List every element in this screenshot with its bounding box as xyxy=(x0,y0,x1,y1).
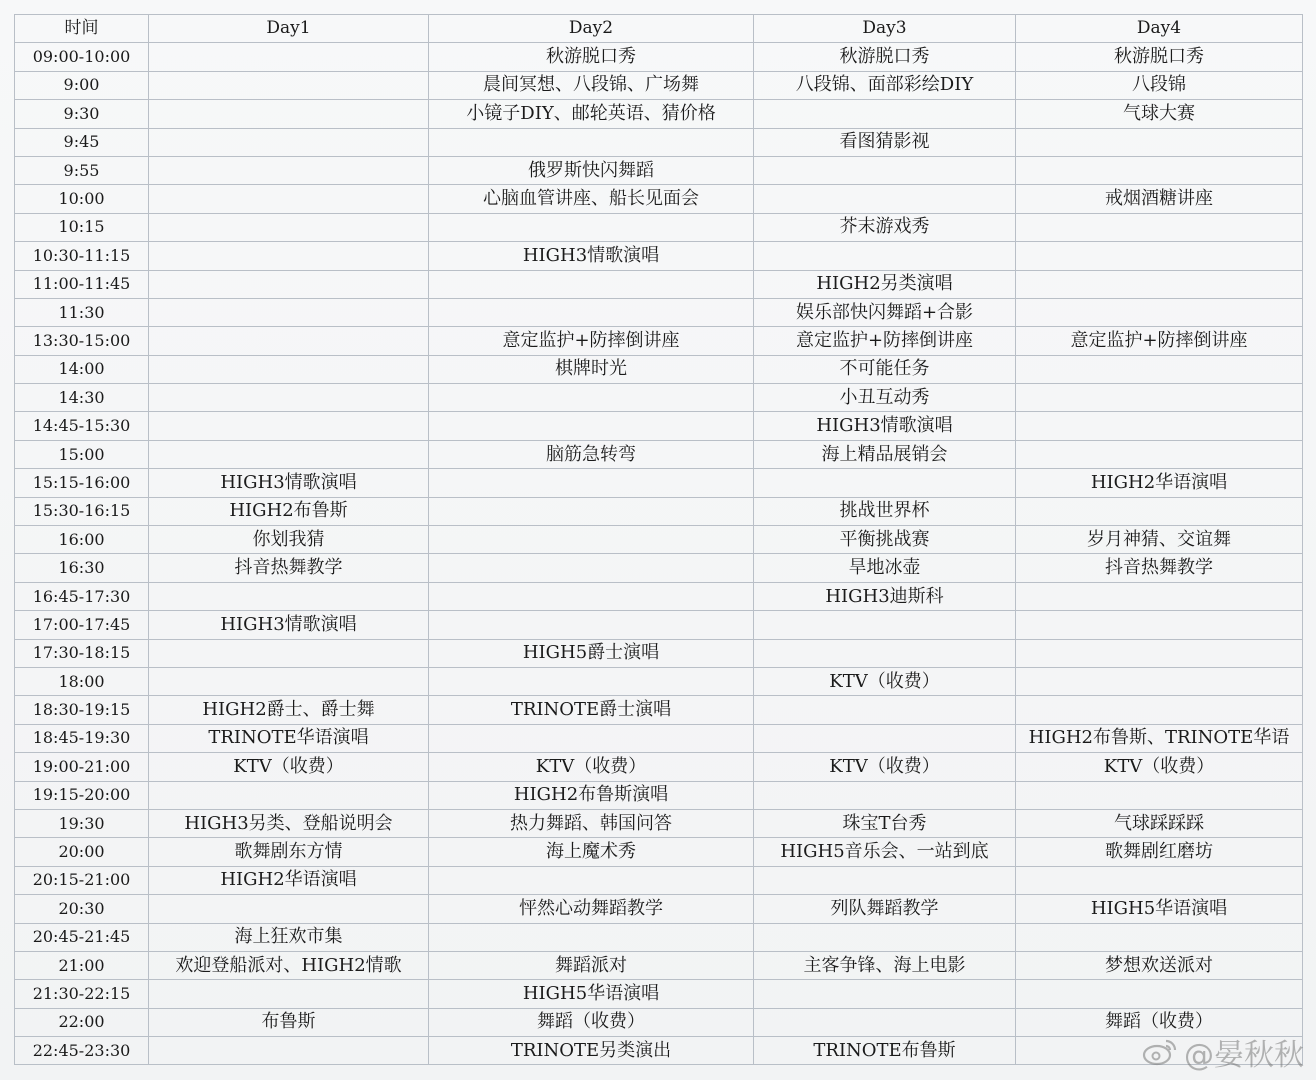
day1-cell: HIGH3情歌演唱 xyxy=(149,611,429,639)
time-cell: 11:00-11:45 xyxy=(15,270,149,298)
day3-cell xyxy=(754,781,1016,809)
time-cell: 20:45-21:45 xyxy=(15,923,149,951)
day4-cell: HIGH5华语演唱 xyxy=(1016,895,1303,923)
day2-cell xyxy=(429,923,754,951)
time-cell: 14:30 xyxy=(15,384,149,412)
day3-cell xyxy=(754,1008,1016,1036)
day4-cell xyxy=(1016,866,1303,894)
column-header-day2: Day2 xyxy=(429,15,754,43)
time-cell: 13:30-15:00 xyxy=(15,327,149,355)
day3-cell: KTV（收费） xyxy=(754,753,1016,781)
time-cell: 19:30 xyxy=(15,809,149,837)
day2-cell: 心脑血管讲座、船长见面会 xyxy=(429,185,754,213)
table-row xyxy=(15,951,1303,979)
day2-cell xyxy=(429,270,754,298)
day1-cell xyxy=(149,100,429,128)
day3-cell xyxy=(754,469,1016,497)
day2-cell xyxy=(429,582,754,610)
day2-cell: TRINOTE爵士演唱 xyxy=(429,696,754,724)
day3-cell: HIGH2另类演唱 xyxy=(754,270,1016,298)
table-row xyxy=(15,582,1303,610)
day2-cell: HIGH3情歌演唱 xyxy=(429,242,754,270)
day4-cell xyxy=(1016,923,1303,951)
day1-cell: 布鲁斯 xyxy=(149,1008,429,1036)
day2-cell xyxy=(429,384,754,412)
day4-cell xyxy=(1016,412,1303,440)
table-row xyxy=(15,526,1303,554)
table-row xyxy=(15,440,1303,468)
day2-cell xyxy=(429,412,754,440)
table-row xyxy=(15,895,1303,923)
column-header-day4: Day4 xyxy=(1016,15,1303,43)
day4-cell xyxy=(1016,128,1303,156)
day2-cell xyxy=(429,724,754,752)
table-row xyxy=(15,242,1303,270)
day4-cell xyxy=(1016,384,1303,412)
time-cell: 15:30-16:15 xyxy=(15,497,149,525)
day4-cell xyxy=(1016,611,1303,639)
day1-cell: HIGH2爵士、爵士舞 xyxy=(149,696,429,724)
day3-cell xyxy=(754,242,1016,270)
table-row xyxy=(15,809,1303,837)
day1-cell xyxy=(149,71,429,99)
day3-cell xyxy=(754,923,1016,951)
day1-cell: HIGH3另类、登船说明会 xyxy=(149,809,429,837)
day3-cell: 八段锦、面部彩绘DIY xyxy=(754,71,1016,99)
watermark xyxy=(1142,1030,1304,1074)
table-row xyxy=(15,469,1303,497)
day3-cell xyxy=(754,980,1016,1008)
day4-cell xyxy=(1016,355,1303,383)
day2-cell: 热力舞蹈、韩国问答 xyxy=(429,809,754,837)
time-cell: 15:00 xyxy=(15,440,149,468)
day3-cell: 秋游脱口秀 xyxy=(754,43,1016,71)
day1-cell xyxy=(149,327,429,355)
day4-cell xyxy=(1016,298,1303,326)
day1-cell xyxy=(149,185,429,213)
day4-cell xyxy=(1016,781,1303,809)
time-cell: 22:00 xyxy=(15,1008,149,1036)
day2-cell: HIGH2布鲁斯演唱 xyxy=(429,781,754,809)
day4-cell xyxy=(1016,582,1303,610)
day4-cell: KTV（收费） xyxy=(1016,753,1303,781)
day2-cell xyxy=(429,213,754,241)
day4-cell xyxy=(1016,667,1303,695)
day1-cell xyxy=(149,667,429,695)
day3-cell: 意定监护+防摔倒讲座 xyxy=(754,327,1016,355)
day1-cell: TRINOTE华语演唱 xyxy=(149,724,429,752)
table-row xyxy=(15,696,1303,724)
column-header-time: 时间 xyxy=(15,15,149,43)
day2-cell: 舞蹈（收费） xyxy=(429,1008,754,1036)
time-cell: 19:15-20:00 xyxy=(15,781,149,809)
time-cell: 17:30-18:15 xyxy=(15,639,149,667)
day2-cell xyxy=(429,866,754,894)
day3-cell: 主客争锋、海上电影 xyxy=(754,951,1016,979)
day1-cell xyxy=(149,298,429,326)
table-row xyxy=(15,1037,1303,1065)
day3-cell: 海上精品展销会 xyxy=(754,440,1016,468)
time-cell: 11:30 xyxy=(15,298,149,326)
day1-cell: 欢迎登船派对、HIGH2情歌 xyxy=(149,951,429,979)
day4-cell: 意定监护+防摔倒讲座 xyxy=(1016,327,1303,355)
column-header-day3: Day3 xyxy=(754,15,1016,43)
day2-cell: 意定监护+防摔倒讲座 xyxy=(429,327,754,355)
day3-cell xyxy=(754,696,1016,724)
day4-cell xyxy=(1016,440,1303,468)
time-cell: 14:00 xyxy=(15,355,149,383)
day3-cell: 芥末游戏秀 xyxy=(754,213,1016,241)
day2-cell: 俄罗斯快闪舞蹈 xyxy=(429,156,754,184)
table-row xyxy=(15,298,1303,326)
time-cell: 10:30-11:15 xyxy=(15,242,149,270)
day4-cell: 气球大赛 xyxy=(1016,100,1303,128)
day4-cell: 岁月神猜、交谊舞 xyxy=(1016,526,1303,554)
day1-cell: KTV（收费） xyxy=(149,753,429,781)
day1-cell: HIGH2华语演唱 xyxy=(149,866,429,894)
time-cell: 16:00 xyxy=(15,526,149,554)
day2-cell: 怦然心动舞蹈教学 xyxy=(429,895,754,923)
day3-cell: 看图猜影视 xyxy=(754,128,1016,156)
day2-cell: 秋游脱口秀 xyxy=(429,43,754,71)
day2-cell xyxy=(429,469,754,497)
day3-cell: 娱乐部快闪舞蹈+合影 xyxy=(754,298,1016,326)
table-row xyxy=(15,923,1303,951)
day1-cell xyxy=(149,242,429,270)
time-cell: 16:45-17:30 xyxy=(15,582,149,610)
day2-cell: TRINOTE另类演出 xyxy=(429,1037,754,1065)
time-cell: 20:00 xyxy=(15,838,149,866)
table-row xyxy=(15,71,1303,99)
day3-cell: TRINOTE布鲁斯 xyxy=(754,1037,1016,1065)
day3-cell: HIGH5音乐会、一站到底 xyxy=(754,838,1016,866)
time-cell: 10:00 xyxy=(15,185,149,213)
watermark-text: @晏秋秋 xyxy=(1184,1038,1304,1073)
day1-cell xyxy=(149,582,429,610)
day3-cell xyxy=(754,100,1016,128)
day4-cell: 抖音热舞教学 xyxy=(1016,554,1303,582)
day1-cell xyxy=(149,440,429,468)
day3-cell xyxy=(754,866,1016,894)
day1-cell xyxy=(149,43,429,71)
day4-cell: HIGH2华语演唱 xyxy=(1016,469,1303,497)
time-cell: 20:30 xyxy=(15,895,149,923)
time-cell: 9:45 xyxy=(15,128,149,156)
day3-cell: 旱地冰壶 xyxy=(754,554,1016,582)
table-row xyxy=(15,753,1303,781)
time-cell: 15:15-16:00 xyxy=(15,469,149,497)
header-row xyxy=(15,15,1303,43)
table-row xyxy=(15,639,1303,667)
day2-cell xyxy=(429,128,754,156)
day2-cell: HIGH5华语演唱 xyxy=(429,980,754,1008)
day3-cell xyxy=(754,611,1016,639)
time-cell: 9:30 xyxy=(15,100,149,128)
table-row xyxy=(15,100,1303,128)
day2-cell: 舞蹈派对 xyxy=(429,951,754,979)
day4-cell xyxy=(1016,696,1303,724)
table-row xyxy=(15,384,1303,412)
table-row xyxy=(15,724,1303,752)
day1-cell xyxy=(149,1037,429,1065)
day2-cell xyxy=(429,298,754,326)
day1-cell xyxy=(149,639,429,667)
day4-cell xyxy=(1016,156,1303,184)
table-row xyxy=(15,554,1303,582)
table-row xyxy=(15,43,1303,71)
day1-cell xyxy=(149,355,429,383)
day3-cell xyxy=(754,156,1016,184)
time-cell: 18:30-19:15 xyxy=(15,696,149,724)
time-cell: 9:55 xyxy=(15,156,149,184)
day2-cell xyxy=(429,611,754,639)
day3-cell: 列队舞蹈教学 xyxy=(754,895,1016,923)
day4-cell: 气球踩踩踩 xyxy=(1016,809,1303,837)
table-row xyxy=(15,611,1303,639)
day2-cell xyxy=(429,554,754,582)
time-cell: 20:15-21:00 xyxy=(15,866,149,894)
day3-cell: HIGH3迪斯科 xyxy=(754,582,1016,610)
day1-cell: 海上狂欢市集 xyxy=(149,923,429,951)
time-cell: 16:30 xyxy=(15,554,149,582)
day2-cell: 脑筋急转弯 xyxy=(429,440,754,468)
schedule-table xyxy=(14,14,1303,1065)
day3-cell: 挑战世界杯 xyxy=(754,497,1016,525)
day1-cell xyxy=(149,156,429,184)
table-row xyxy=(15,781,1303,809)
table-row xyxy=(15,497,1303,525)
day2-cell: KTV（收费） xyxy=(429,753,754,781)
day1-cell: 你划我猜 xyxy=(149,526,429,554)
day1-cell: 歌舞剧东方情 xyxy=(149,838,429,866)
day4-cell: 歌舞剧红磨坊 xyxy=(1016,838,1303,866)
table-row xyxy=(15,1008,1303,1036)
weibo-icon xyxy=(1142,1037,1178,1067)
day3-cell: 不可能任务 xyxy=(754,355,1016,383)
day2-cell: 小镜子DIY、邮轮英语、猜价格 xyxy=(429,100,754,128)
table-row xyxy=(15,980,1303,1008)
time-cell: 21:00 xyxy=(15,951,149,979)
time-cell: 10:15 xyxy=(15,213,149,241)
time-cell: 22:45-23:30 xyxy=(15,1037,149,1065)
day2-cell: HIGH5爵士演唱 xyxy=(429,639,754,667)
table-row xyxy=(15,838,1303,866)
day3-cell: KTV（收费） xyxy=(754,667,1016,695)
day3-cell xyxy=(754,185,1016,213)
schedule-body xyxy=(15,43,1303,1065)
day1-cell: HIGH3情歌演唱 xyxy=(149,469,429,497)
day4-cell xyxy=(1016,497,1303,525)
table-row xyxy=(15,355,1303,383)
table-row xyxy=(15,156,1303,184)
time-cell: 21:30-22:15 xyxy=(15,980,149,1008)
time-cell: 9:00 xyxy=(15,71,149,99)
day3-cell xyxy=(754,639,1016,667)
day4-cell xyxy=(1016,242,1303,270)
day1-cell xyxy=(149,980,429,1008)
day4-cell xyxy=(1016,980,1303,1008)
day2-cell xyxy=(429,497,754,525)
time-cell: 14:45-15:30 xyxy=(15,412,149,440)
day1-cell xyxy=(149,128,429,156)
day2-cell: 晨间冥想、八段锦、广场舞 xyxy=(429,71,754,99)
day3-cell: 平衡挑战赛 xyxy=(754,526,1016,554)
column-header-day1: Day1 xyxy=(149,15,429,43)
day1-cell xyxy=(149,895,429,923)
table-row xyxy=(15,327,1303,355)
day3-cell: 小丑互动秀 xyxy=(754,384,1016,412)
time-cell: 17:00-17:45 xyxy=(15,611,149,639)
day4-cell: HIGH2布鲁斯、TRINOTE华语 xyxy=(1016,724,1303,752)
time-cell: 09:00-10:00 xyxy=(15,43,149,71)
day3-cell: 珠宝T台秀 xyxy=(754,809,1016,837)
day4-cell xyxy=(1016,639,1303,667)
time-cell: 18:00 xyxy=(15,667,149,695)
day1-cell xyxy=(149,270,429,298)
day4-cell: 梦想欢送派对 xyxy=(1016,951,1303,979)
day4-cell xyxy=(1016,270,1303,298)
table-row xyxy=(15,866,1303,894)
day1-cell: 抖音热舞教学 xyxy=(149,554,429,582)
day1-cell xyxy=(149,213,429,241)
day3-cell xyxy=(754,724,1016,752)
time-cell: 19:00-21:00 xyxy=(15,753,149,781)
day2-cell xyxy=(429,526,754,554)
day2-cell xyxy=(429,667,754,695)
day4-cell xyxy=(1016,213,1303,241)
table-row xyxy=(15,412,1303,440)
table-row xyxy=(15,270,1303,298)
day4-cell: 八段锦 xyxy=(1016,71,1303,99)
day1-cell xyxy=(149,412,429,440)
day3-cell: HIGH3情歌演唱 xyxy=(754,412,1016,440)
day1-cell xyxy=(149,384,429,412)
day1-cell xyxy=(149,781,429,809)
day2-cell: 棋牌时光 xyxy=(429,355,754,383)
time-cell: 18:45-19:30 xyxy=(15,724,149,752)
day4-cell: 舞蹈（收费） xyxy=(1016,1008,1303,1036)
table-row xyxy=(15,185,1303,213)
day4-cell: 秋游脱口秀 xyxy=(1016,43,1303,71)
table-row xyxy=(15,128,1303,156)
table-row xyxy=(15,667,1303,695)
day2-cell: 海上魔术秀 xyxy=(429,838,754,866)
table-row xyxy=(15,213,1303,241)
day1-cell: HIGH2布鲁斯 xyxy=(149,497,429,525)
day4-cell: 戒烟酒糖讲座 xyxy=(1016,185,1303,213)
